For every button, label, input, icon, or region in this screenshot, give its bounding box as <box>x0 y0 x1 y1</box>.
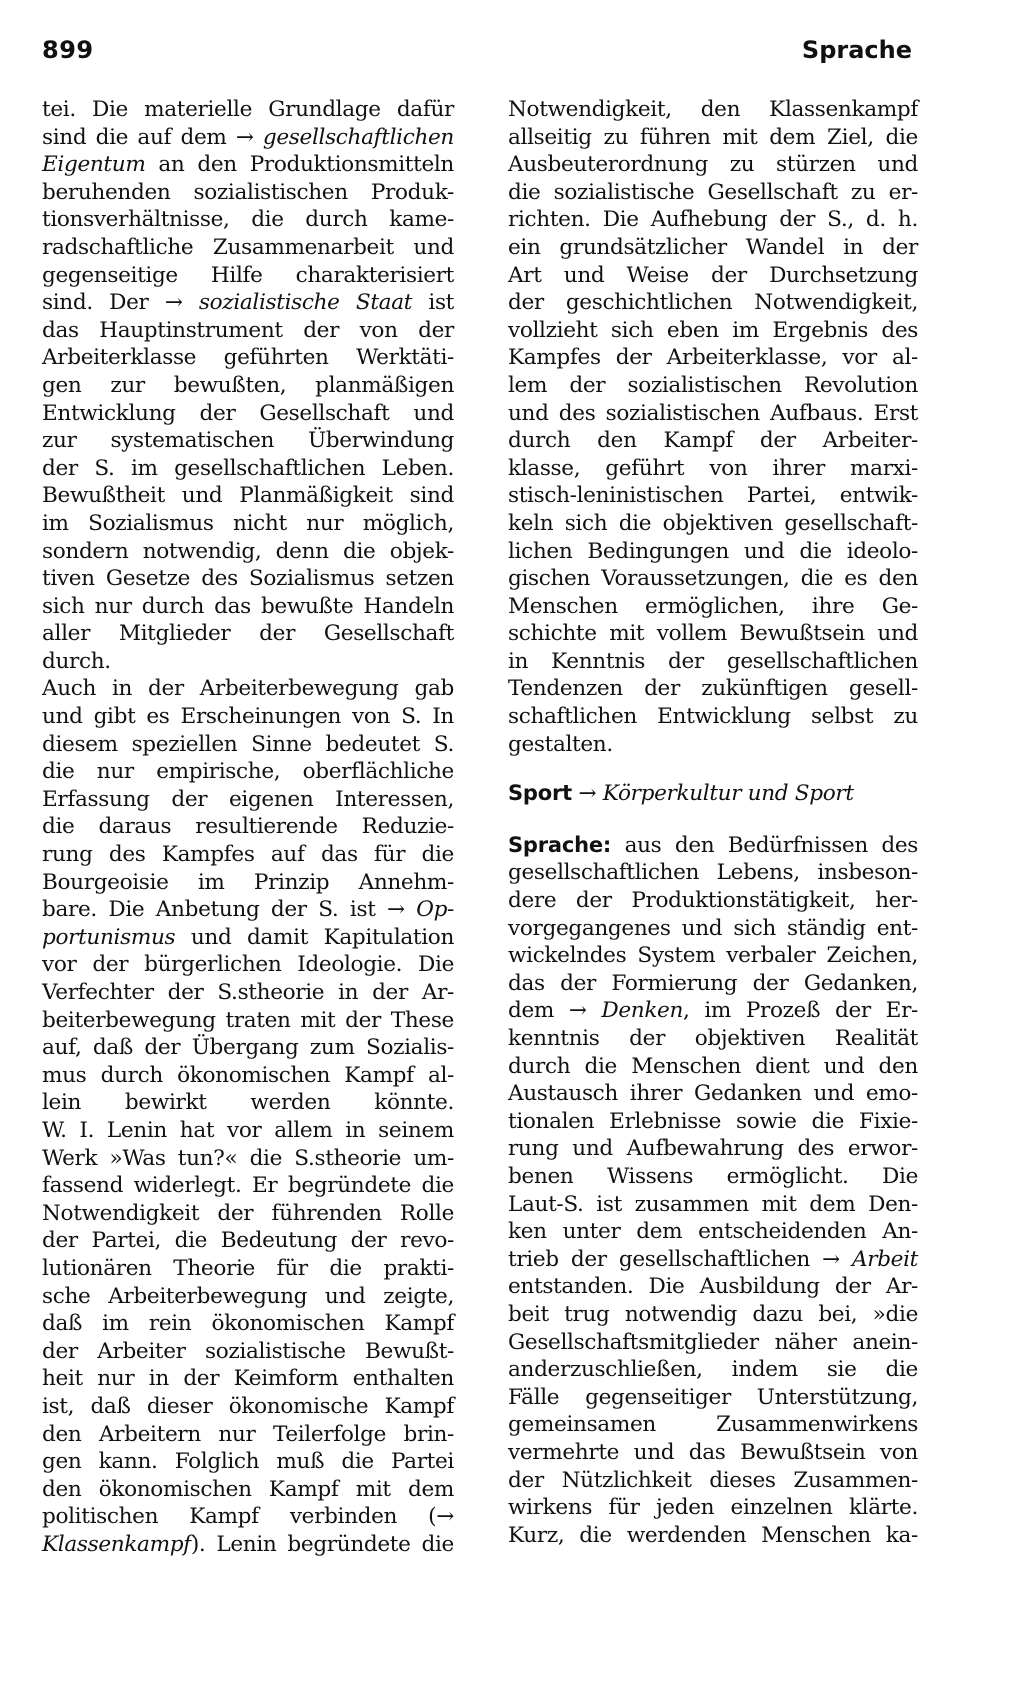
cross-reference-target: Körperkultur und Sport <box>602 781 854 807</box>
text-line <box>42 813 454 841</box>
text-line <box>508 1329 918 1357</box>
text-segment: gen zur bewußten, planmäßigen <box>42 372 454 398</box>
text-segment: sche Arbeiterbewegung und zeigte, <box>42 1283 454 1309</box>
text-line <box>508 1439 918 1467</box>
text-segment: keln sich die objektiven gesellschaft- <box>508 510 918 536</box>
text-line <box>508 1025 918 1053</box>
text-line <box>42 1283 454 1311</box>
text-line <box>42 262 454 290</box>
text-segment: Notwendigkeit der führenden Rolle <box>42 1200 454 1226</box>
text-segment: anderzuschließen, indem sie die <box>508 1357 918 1383</box>
text-segment: beiterbewegung traten mit der These <box>42 1007 454 1033</box>
text-line <box>508 1384 918 1412</box>
text-line <box>508 1356 918 1384</box>
sprache-entry-body <box>508 859 918 1549</box>
text-segment: gesellschaftlichen Lebens, insbeson- <box>508 860 918 886</box>
text-line <box>42 1117 454 1145</box>
cross-reference-term: sozialistische Staat <box>198 290 413 316</box>
text-line <box>508 1163 918 1191</box>
text-segment: benen Wissens ermöglicht. Die <box>508 1163 918 1189</box>
text-segment: Kurz, die werdenden Menschen ka- <box>508 1522 918 1548</box>
text-segment: gestalten. <box>508 731 613 757</box>
text-segment: die sozialistische Gesellschaft zu er- <box>508 179 918 205</box>
text-line <box>42 1007 454 1035</box>
text-segment: fassend widerlegt. Er begründete die <box>42 1173 454 1199</box>
text-line <box>508 1467 918 1495</box>
text-segment: allseitig zu führen mit dem Ziel, die <box>508 124 918 150</box>
text-line <box>508 703 918 731</box>
text-line <box>42 731 454 759</box>
socialism-entry-continuation <box>508 96 918 758</box>
headword-sport: Sport <box>508 781 572 806</box>
running-head: Sprache <box>801 36 912 64</box>
text-segment: beit trug notwendig dazu bei, »die <box>508 1301 918 1327</box>
text-line <box>508 427 918 455</box>
text-segment: tionalen Erlebnisse sowie die Fixie- <box>508 1108 918 1134</box>
text-segment: sich nur durch das bewußte Handeln <box>42 593 454 619</box>
text-segment: das Hauptinstrument der von der <box>42 317 454 343</box>
text-line <box>42 206 454 234</box>
text-line <box>42 1200 454 1228</box>
text-line <box>508 1108 918 1136</box>
text-line <box>42 372 454 400</box>
text-segment: daß im rein ökonomischen Kampf <box>42 1311 454 1337</box>
text-line <box>508 648 918 676</box>
text-line <box>42 1034 454 1062</box>
text-line <box>42 1062 454 1090</box>
text-line <box>42 703 454 731</box>
text-segment: der Nützlichkeit dieses Zusammen- <box>508 1467 918 1493</box>
text-line <box>42 289 454 317</box>
cross-reference-term: Arbeit <box>851 1246 918 1272</box>
text-line <box>42 1310 454 1338</box>
text-segment: und des sozialistischen Aufbaus. Erst <box>508 400 918 426</box>
text-line <box>508 234 918 262</box>
text-segment: auf, daß der Übergang zum Sozialis- <box>42 1035 454 1061</box>
text-line <box>42 924 454 952</box>
text-line <box>42 1503 454 1531</box>
text-line <box>42 427 454 455</box>
text-segment: ist, daß dieser ökonomische Kampf <box>42 1393 454 1419</box>
text-line <box>508 997 918 1025</box>
text-line <box>42 455 454 483</box>
text-segment: der Partei, die Bedeutung der revo- <box>42 1228 454 1254</box>
text-segment: entstanden. Die Ausbildung der Ar- <box>508 1274 918 1300</box>
text-segment: ein grundsätzlicher Wandel in der <box>508 234 918 260</box>
text-segment: beruhenden sozialistischen Produk- <box>42 179 454 205</box>
text-segment: zur systematischen Überwindung <box>42 428 454 454</box>
text-segment: richten. Die Aufhebung der S., d. h. <box>508 207 918 233</box>
text-line <box>42 344 454 372</box>
text-segment: Art und Weise der Durchsetzung <box>508 262 918 288</box>
text-line <box>42 1531 454 1559</box>
text-segment: lichen Bedingungen und die ideolo- <box>508 538 918 564</box>
text-segment: gen kann. Folglich muß die Partei <box>42 1449 454 1475</box>
text-segment: ist <box>412 290 454 316</box>
text-line <box>42 593 454 621</box>
text-segment: Bewußtheit und Planmäßigkeit sind <box>42 483 454 509</box>
text-line <box>508 344 918 372</box>
text-line <box>42 869 454 897</box>
left-text-column <box>42 96 454 1558</box>
text-segment: Bourgeoisie im Prinzip Annehm- <box>42 869 454 895</box>
text-segment: Laut-S. ist zusammen mit dem Den- <box>508 1191 918 1217</box>
text-line <box>508 1053 918 1081</box>
text-segment: bare. Die Anbetung der S. ist → <box>42 897 417 923</box>
text-segment: durch. <box>42 648 111 674</box>
text-line <box>42 951 454 979</box>
text-segment: vollzieht sich eben im Ergebnis des <box>508 317 918 343</box>
text-segment: politischen Kampf verbinden (→ <box>42 1504 454 1530</box>
text-segment: schaftlichen Entwicklung selbst zu <box>508 704 918 730</box>
text-segment: Entwicklung der Gesellschaft und <box>42 400 454 426</box>
text-segment: den Arbeitern nur Teilerfolge brin- <box>42 1421 454 1447</box>
text-line <box>42 979 454 1007</box>
text-segment: aller Mitglieder der Gesellschaft <box>42 621 454 647</box>
text-segment: diesem speziellen Sinne bedeutet S. <box>42 731 454 757</box>
text-line <box>508 620 918 648</box>
text-line <box>508 538 918 566</box>
text-line <box>508 151 918 179</box>
text-line <box>42 841 454 869</box>
text-line <box>42 675 454 703</box>
text-line <box>42 786 454 814</box>
text-segment: W. I. Lenin hat vor allem in seinem <box>42 1117 454 1143</box>
right-text-column <box>508 96 918 1549</box>
text-line <box>508 915 918 943</box>
text-line <box>508 124 918 152</box>
text-segment: tiven Gesetze des Sozialismus setzen <box>42 566 454 592</box>
text-segment: wickelndes System verbaler Zeichen, <box>508 943 918 969</box>
text-segment: Auch in der Arbeiterbewegung gab <box>42 676 454 702</box>
text-segment: durch den Kampf der Arbeiter- <box>508 428 918 454</box>
text-segment: das der Formierung der Gedanken, <box>508 970 918 996</box>
text-line <box>42 1145 454 1173</box>
text-line <box>508 206 918 234</box>
text-segment: gegenseitige Hilfe charakterisiert <box>42 262 454 288</box>
text-segment: im Sozialismus nicht nur möglich, <box>42 510 454 536</box>
text-segment: in Kenntnis der gesellschaftlichen <box>508 648 918 674</box>
text-line <box>42 1476 454 1504</box>
text-segment: dem → <box>508 998 602 1024</box>
cross-reference-term: Op- <box>416 897 454 923</box>
text-segment: vor der bürgerlichen Ideologie. Die <box>42 952 454 978</box>
text-line <box>508 317 918 345</box>
text-line <box>42 896 454 924</box>
text-line <box>508 1411 918 1439</box>
cross-reference-term: Denken <box>601 998 684 1024</box>
text-segment: lein bewirkt werden könnte. <box>42 1090 454 1116</box>
text-segment: die nur empirische, oberflächliche <box>42 759 454 785</box>
text-line <box>42 648 454 676</box>
text-segment: Arbeiterklasse geführten Werktäti- <box>42 345 454 371</box>
text-segment: Menschen ermöglichen, ihre Ge- <box>508 593 918 619</box>
text-line <box>508 262 918 290</box>
text-line <box>42 1421 454 1449</box>
text-line <box>42 1255 454 1283</box>
text-segment: der S. im gesellschaftlichen Leben. <box>42 455 454 481</box>
text-line <box>42 565 454 593</box>
text-segment: Verfechter der S.stheorie in der Ar- <box>42 980 454 1005</box>
text-segment: Kampfes der Arbeiterklasse, vor al- <box>508 345 918 371</box>
text-segment: Notwendigkeit, den Klassenkampf <box>508 97 918 122</box>
text-segment: Fälle gegenseitiger Unterstützung, <box>508 1384 918 1410</box>
text-segment: wirkens für jeden einzelnen klärte. <box>508 1495 918 1521</box>
text-line <box>42 1338 454 1366</box>
text-line <box>42 538 454 566</box>
text-line <box>508 372 918 400</box>
text-line <box>508 1522 918 1550</box>
text-segment: kenntnis der objektiven Realität <box>508 1026 918 1051</box>
text-segment: klasse, geführt von ihrer marxi- <box>508 455 918 481</box>
text-line <box>508 1080 918 1108</box>
text-line <box>42 1448 454 1476</box>
text-line <box>508 96 918 124</box>
text-line <box>42 1172 454 1200</box>
text-line <box>42 179 454 207</box>
text-line <box>508 400 918 428</box>
text-line <box>508 1218 918 1246</box>
text-line <box>508 1273 918 1301</box>
text-line <box>508 887 918 915</box>
text-segment: ken unter dem entscheidenden An- <box>508 1219 918 1245</box>
text-segment: Werk »Was tun?« die S.stheorie um- <box>42 1145 454 1171</box>
text-segment: Gesellschaftsmitglieder näher anein- <box>508 1329 918 1355</box>
text-segment: radschaftliche Zusammenarbeit und <box>42 234 454 260</box>
text-segment: heit nur in der Keimform enthalten <box>42 1366 454 1392</box>
text-segment: ). Lenin begründete die <box>190 1531 454 1557</box>
text-line <box>42 510 454 538</box>
text-segment: an den Produktionsmitteln <box>145 152 454 178</box>
text-line <box>508 1135 918 1163</box>
text-line <box>42 317 454 345</box>
text-segment: der geschichtlichen Notwendigkeit, <box>508 290 918 316</box>
text-segment: tionsverhältnisse, die durch kame- <box>42 207 454 233</box>
cross-reference-arrow: → <box>571 781 603 807</box>
text-line <box>42 758 454 786</box>
sport-cross-reference <box>508 780 918 808</box>
cross-reference-term: Eigentum <box>42 152 146 178</box>
cross-reference-term: portunismus <box>42 924 176 950</box>
text-line <box>508 593 918 621</box>
text-segment: lem der sozialistischen Revolution <box>508 372 918 398</box>
text-segment: tei. Die materielle Grundlage dafür <box>42 97 454 122</box>
text-segment: Ausbeuterordnung zu stürzen und <box>508 152 918 178</box>
text-segment: Erfassung der eigenen Interessen, <box>42 786 454 812</box>
text-segment: Austausch ihrer Gedanken und emo- <box>508 1081 918 1107</box>
text-line <box>508 1246 918 1274</box>
text-line <box>42 1227 454 1255</box>
text-segment: rung des Kampfes auf das für die <box>42 842 454 868</box>
text-segment: durch die Menschen dient und den <box>508 1053 918 1079</box>
text-line <box>508 179 918 207</box>
text-segment: stisch-leninistischen Partei, entwik- <box>508 483 918 509</box>
text-line <box>42 1089 454 1117</box>
text-line <box>42 151 454 179</box>
cross-reference-term: Klassenkampf <box>42 1531 191 1557</box>
text-line <box>508 1494 918 1522</box>
text-line <box>42 124 454 152</box>
text-segment: mus durch ökonomischen Kampf al- <box>42 1062 454 1088</box>
text-line <box>42 400 454 428</box>
text-line <box>508 565 918 593</box>
text-segment: gemeinsamen Zusammenwirkens <box>508 1412 918 1438</box>
text-segment: sind die auf dem → <box>42 124 263 150</box>
sprache-definition-start: aus den Bedürfnissen des <box>611 832 918 858</box>
text-segment: lutionären Theorie für die prakti- <box>42 1255 454 1281</box>
text-segment: trieb der gesellschaftlichen → <box>508 1246 852 1272</box>
text-line <box>508 942 918 970</box>
text-line <box>508 675 918 703</box>
text-line <box>42 1393 454 1421</box>
text-segment: die daraus resultierende Reduzie- <box>42 814 454 840</box>
text-line <box>42 620 454 648</box>
page-number: 899 <box>42 36 94 64</box>
text-line <box>42 482 454 510</box>
headword-sprache: Sprache: <box>508 832 612 857</box>
text-segment: vermehrte und das Bewußtsein von <box>508 1439 918 1465</box>
text-segment: und damit Kapitulation <box>175 924 454 950</box>
text-segment: den ökonomischen Kampf mit dem <box>42 1476 454 1502</box>
text-line <box>508 859 918 887</box>
text-line <box>508 1301 918 1329</box>
text-line <box>42 1365 454 1393</box>
text-segment: schichte mit vollem Bewußtsein und <box>508 621 918 647</box>
sprache-entry-first-line <box>508 832 918 860</box>
text-line <box>42 234 454 262</box>
cross-reference-term: gesellschaftlichen <box>262 124 454 150</box>
text-segment: rung und Aufbewahrung des erwor- <box>508 1136 918 1162</box>
text-segment: Tendenzen der zukünftigen gesell- <box>508 676 918 702</box>
text-line <box>508 970 918 998</box>
text-segment: sind. Der → <box>42 290 199 316</box>
text-line <box>508 731 918 759</box>
text-line <box>508 1191 918 1219</box>
text-line <box>42 96 454 124</box>
text-segment: und gibt es Erscheinungen von S. In <box>42 704 454 730</box>
text-segment: der Arbeiter sozialistische Bewußt- <box>42 1338 454 1364</box>
text-line <box>508 289 918 317</box>
text-line <box>508 510 918 538</box>
text-line <box>508 482 918 510</box>
text-segment: sondern notwendig, denn die objek- <box>42 538 454 564</box>
text-line <box>508 455 918 483</box>
text-segment: , im Prozeß der Er- <box>683 998 918 1024</box>
text-segment: gischen Voraussetzungen, die es den <box>508 566 918 592</box>
text-segment: dere der Produktionstätigkeit, her- <box>508 888 918 914</box>
text-segment: vorgegangenes und sich ständig ent- <box>508 915 918 941</box>
